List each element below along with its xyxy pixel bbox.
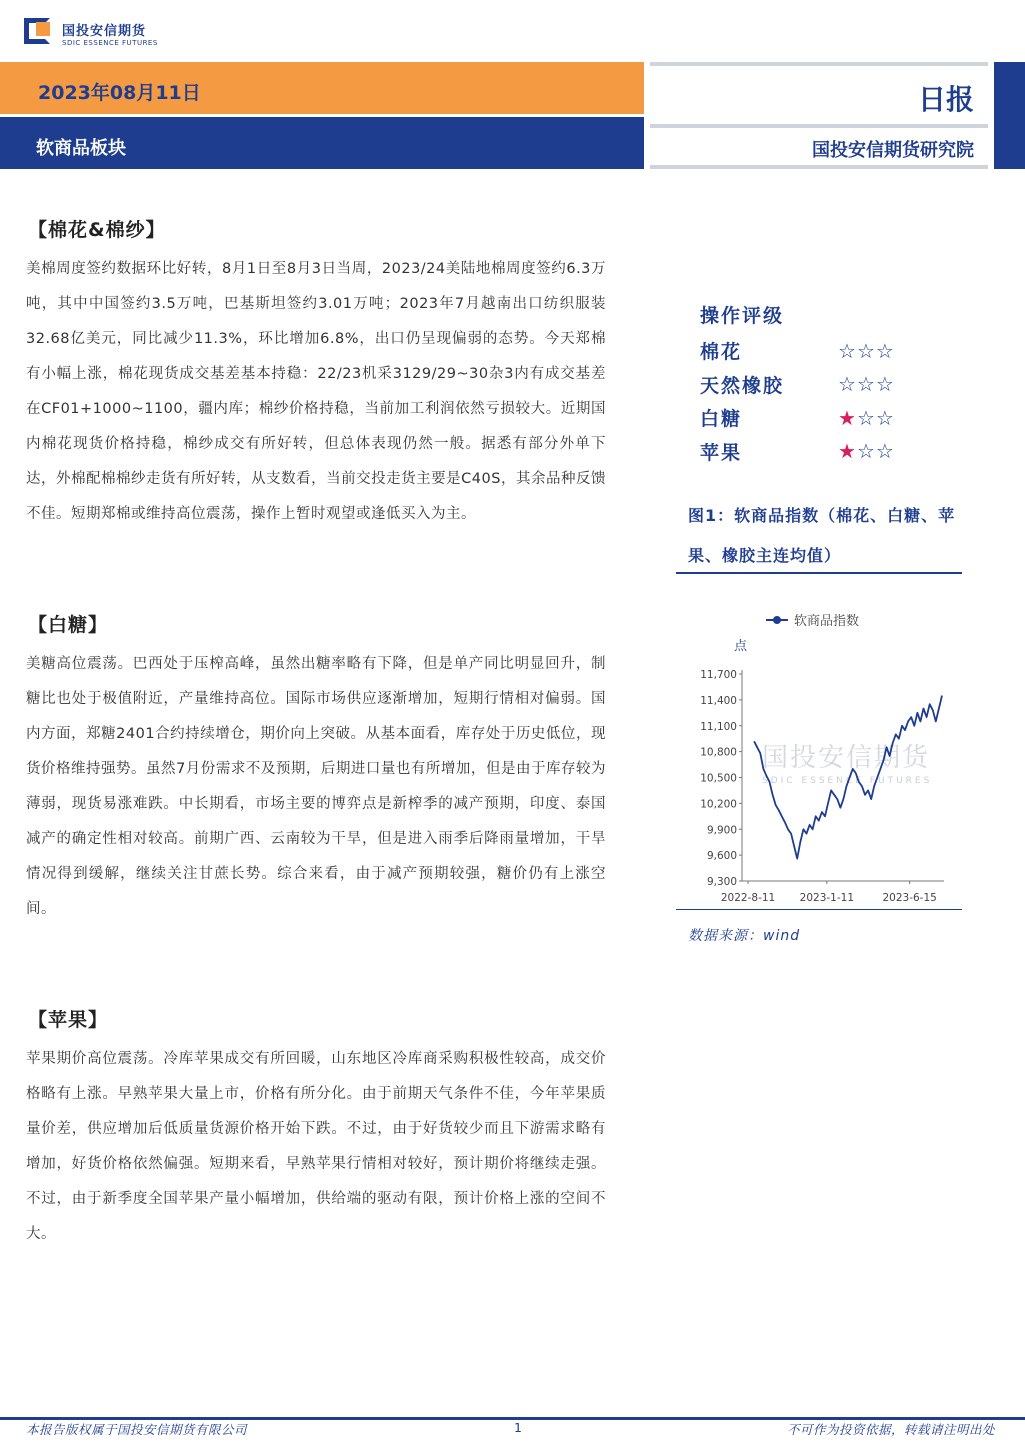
section-body-sugar: 美糖高位震荡。巴西处于压榨高峰，虽然出糖率略有下降，但是单产同比明显回升，制糖比也处于极值附近，产量维持高位。国际市场供应逐渐增加，短期行情相对偏弱。国内方面，郑糖2401合约持续增仓，期价向上突破。从基本面看，库存处于历史低位，现货价格维持强势。虽然7月份需求不及预期，后期进口量也有所增加，但是由于库存较为薄弱，现货易涨难跌。中长期看，市场主要的博弈点是新榨季的减产预期，印度、泰国减产的确定性相对较高。前期广西、云南较为干旱，但是进入雨季后降雨量增加，干旱情况得到缓解，继续关注甘蔗长势。综合来看，由于减产预期较强，糖价仍有上涨空间。 <box>26 656 606 917</box>
figure-bottom-rule <box>676 909 962 910</box>
watermark-en: SDIC ESSENCE FUTURES <box>762 776 933 786</box>
logo-name-en: SDIC ESSENCE FUTURES <box>62 38 158 47</box>
y-tick-label: 10,200 <box>700 798 737 811</box>
x-tick-label: 2022-8-11 <box>720 892 776 904</box>
star-rating-icon: ★☆☆ <box>838 439 895 464</box>
header-side-bar <box>994 62 1025 169</box>
y-tick-label: 11,400 <box>700 694 737 707</box>
y-tick-label: 11,100 <box>700 720 737 733</box>
rating-title: 操作评级 <box>700 305 785 327</box>
y-tick-label: 10,500 <box>700 772 737 785</box>
report-header-right <box>650 62 988 169</box>
institute-name: 国投安信期货研究院 <box>812 140 974 161</box>
report-section-title: 软商品板块 <box>36 138 126 159</box>
rating-row <box>700 435 960 469</box>
rating-row <box>700 401 960 435</box>
section-body-apple: 苹果期价高位震荡。冷库苹果成交有所回暖，山东地区冷库商采购积极性较高，成交价格略有上涨。早熟苹果大量上市，价格有所分化。由于前期天气条件不佳，今年苹果质量价差，供应增加后低质量货源价格开始下跌。不过，由于好货较少而且下游需求略有增加，好货价格依然偏强。短期来看，早熟苹果行情相对较好，预计期价将继续走强。不过，由于新季度全国苹果产量小幅增加，供给端的驱动有限，预计价格上涨的空间不大。 <box>26 1051 606 1242</box>
rating-row <box>700 368 960 402</box>
rating-name: 天然橡胶 <box>700 374 785 397</box>
x-tick-label: 2023-1-11 <box>799 892 855 904</box>
report-date: 2023年08月11日 <box>38 82 201 104</box>
report-type: 日报 <box>917 83 974 116</box>
footer-copyright: 本报告版权属于国投安信期货有限公司 <box>26 1422 248 1437</box>
page-number: 1 <box>514 1420 522 1435</box>
legend-marker <box>773 616 781 624</box>
y-tick-label: 11,700 <box>700 669 737 681</box>
rating-name: 棉花 <box>700 341 743 364</box>
operation-rating <box>700 298 960 468</box>
section-heading-sugar: 【白糖】 <box>28 614 109 636</box>
figure-caption: 图1：软商品指数（棉花、白糖、苹果、橡胶主连均值） <box>688 506 956 565</box>
rating-name: 白糖 <box>700 408 743 431</box>
x-tick-label: 2023-6-15 <box>882 892 937 904</box>
y-tick-label: 9,600 <box>706 850 737 863</box>
rating-name: 苹果 <box>700 441 743 464</box>
logo-icon <box>24 18 56 48</box>
figure-top-rule <box>676 572 962 574</box>
company-logo <box>24 18 158 48</box>
footer-disclaimer: 不可作为投资依据，转载请注明出处 <box>786 1422 995 1437</box>
section-heading-apple: 【苹果】 <box>28 1009 109 1031</box>
star-rating-icon: ☆☆☆ <box>838 338 895 363</box>
rating-row <box>700 334 960 368</box>
star-rating-icon: ☆☆☆ <box>838 372 895 397</box>
data-source: 数据来源：wind <box>688 928 801 944</box>
legend-label: 软商品指数 <box>794 614 860 629</box>
y-tick-label: 9,900 <box>706 824 737 837</box>
watermark-cn: 国投安信期货 <box>762 743 931 773</box>
section-heading-cotton: 【棉花&棉纱】 <box>28 219 166 241</box>
section-body-cotton: 美棉周度签约数据环比好转，8月1日至8月3日当周，2023/24美陆地棉周度签约6.3万吨，其中中国签约3.5万吨，巴基斯坦签约3.01万吨；2023年7月越南出口纺织服装32.68亿美元，同比减少11.3%，环比增加6.8%，出口仍呈现偏弱的态势。今天郑棉有小幅上涨，棉花现货成交基差基本持稳：22/23机采3129/29~30杂3内有成交基差在CF01+1000~1100，疆内库；棉纱价格持稳，当前加工利润依然亏损较大。近期国内棉花现货价格持稳，棉纱成交有所好转，但总体表现仍然一般。据悉有部分外单下达，外棉配棉棉纱走货有所好转，从支数看，当前交投走货主要是C40S，其余品种反馈不佳。短期郑棉或维持高位震荡，操作上暂时观望或逢低买入为主。 <box>26 261 606 522</box>
star-rating-icon: ★☆☆ <box>838 405 895 430</box>
y-tick-label: 10,800 <box>700 746 737 759</box>
logo-name-cn: 国投安信期货 <box>62 23 147 39</box>
series-line <box>754 696 942 859</box>
y-axis-label: 点 <box>734 639 748 654</box>
y-tick-label: 9,300 <box>706 876 737 888</box>
soft-commodity-index-chart <box>676 596 962 906</box>
